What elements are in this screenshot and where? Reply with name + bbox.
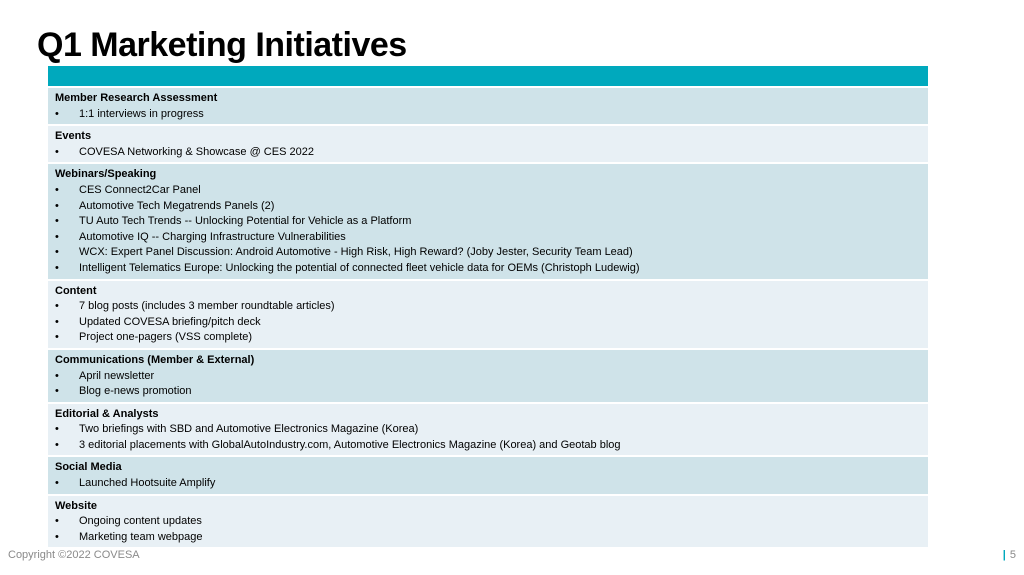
bullet-list [55,514,921,545]
footer-page [1003,548,1016,562]
list-item: • TU Auto Tech Trends -- Unlocking Potential for Vehicle as a Platform [55,214,921,230]
bullet-list [55,107,921,123]
table-header-bar [48,66,928,86]
section-heading: Events [55,130,92,143]
section-heading: Webinars/Speaking [55,168,157,181]
table-row [48,86,928,124]
table-row [48,348,928,402]
list-item: • Blog e-news promotion [55,384,921,400]
list-item: • CES Connect2Car Panel [55,183,921,199]
list-item: • Two briefings with SBD and Automotive Electronics Magazine (Korea) [55,422,921,438]
section-heading: Communications (Member & External) [55,353,255,366]
initiatives-table [48,66,928,547]
list-item: • 3 editorial placements with GlobalAutoIndustry.com, Automotive Electronics Magazine (Korea) and Geotab blog [55,438,921,454]
table-row [48,402,928,456]
list-item: • Ongoing content updates [55,514,921,530]
list-item: • Launched Hootsuite Amplify [55,476,921,492]
section-heading: Social Media [55,461,122,474]
bullet-list [55,183,921,277]
list-item: • WCX: Expert Panel Discussion: Android Automotive - High Risk, High Reward? (Joby Jester, Security Team Lead) [55,245,921,261]
section-heading: Website [55,499,97,512]
list-item: • 7 blog posts (includes 3 member roundtable articles) [55,299,921,315]
bullet-list [55,299,921,346]
section-heading: Content [55,284,97,297]
table-row [48,455,928,493]
list-item: • Updated COVESA briefing/pitch deck [55,315,921,331]
bullet-list [55,145,921,161]
list-item: • 1:1 interviews in progress [55,107,921,123]
table-body [48,86,928,547]
table-row [48,124,928,162]
table-row [48,494,928,548]
bullet-list [55,369,921,400]
bullet-list [55,476,921,492]
table-row [48,279,928,348]
page-divider: | [1002,549,1006,561]
footer-copyright: Copyright ©2022 COVESA [8,549,140,561]
list-item: • Intelligent Telematics Europe: Unlocking the potential of connected fleet vehicle data for OEMs (Christoph Ludewig) [55,261,921,277]
list-item: • Marketing team webpage [55,530,921,546]
bullet-list [55,422,921,453]
list-item: • Automotive IQ -- Charging Infrastructure Vulnerabilities [55,230,921,246]
slide-title: Q1 Marketing Initiatives [37,26,407,64]
section-heading: Editorial & Analysts [55,407,159,420]
list-item: • Project one-pagers (VSS complete) [55,330,921,346]
section-heading: Member Research Assessment [55,92,218,104]
table-row [48,162,928,278]
list-item: • COVESA Networking & Showcase @ CES 2022 [55,145,921,161]
page-number: 5 [1009,549,1016,561]
list-item: • Automotive Tech Megatrends Panels (2) [55,199,921,215]
list-item: • April newsletter [55,369,921,385]
